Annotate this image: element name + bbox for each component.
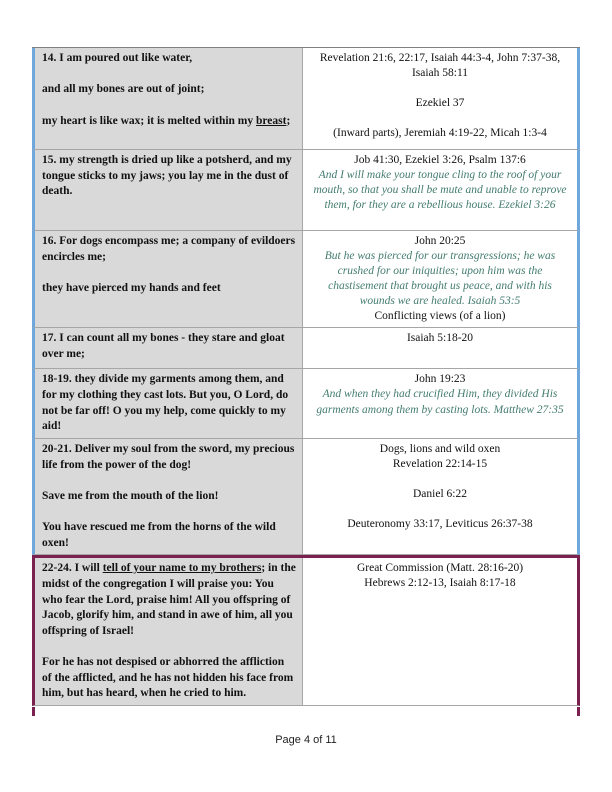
verse-paragraph (42, 473, 296, 489)
psalm-verse-cell (35, 328, 303, 368)
verse-paragraph (42, 504, 296, 520)
references-cell (303, 328, 577, 368)
verse-paragraph (42, 51, 296, 67)
verse-text: they have pierced my hands and feet (42, 281, 221, 294)
reference-line: (Inward parts), Jeremiah 4:19-22, Micah 1:3-4 (333, 127, 547, 140)
verse-text: 16. For dogs encompass me; a company of evildoers encircles me; (42, 235, 296, 263)
underlined-phrase: breast (256, 114, 287, 127)
table-rows (32, 48, 580, 706)
references-cell (303, 48, 577, 149)
reference-line: John 20:25 (414, 235, 466, 247)
verse-text: 15. my strength is dried up like a potsherd, and my tongue sticks to my jaws; you lay me in the dust of death. (42, 154, 292, 198)
highlight-border-continuation-left (32, 707, 35, 716)
verse-paragraph (42, 82, 296, 98)
table-row (32, 328, 580, 369)
verse-paragraph (42, 265, 296, 281)
reference-line: John 19:23 (414, 373, 466, 386)
reference-line: Dogs, lions and wild oxen (379, 442, 501, 455)
verse-text: You have rescued me from the horns of the wild oxen! (42, 521, 276, 549)
psalm-verse-cell (35, 48, 303, 149)
psalm-verse-cell (35, 439, 303, 554)
table-row (32, 439, 580, 555)
reference-line: Isaiah 5:18-20 (406, 332, 474, 345)
reference-line: Revelation 22:14-15 (392, 457, 488, 470)
verse-text: For he has not despised or abhorred the affliction of the afflicted, and he has not hidden his face from him, but has heard, when he cried to him. (42, 656, 294, 700)
underlined-phrase: tell of your name to my brothers (102, 562, 262, 575)
verse-paragraph (42, 655, 296, 702)
verse-paragraph (42, 153, 296, 200)
reference-line: Ezekiel 37 (415, 97, 465, 110)
verse-text: and all my bones are out of joint; (42, 83, 205, 96)
verse-text: 18-19. they divide my garments among them, and for my clothing they cast lots. But you, O Lord, do not be far off! O you my help, come quickly to my aid! (42, 373, 289, 433)
reference-line: Daniel 6:22 (413, 488, 467, 501)
table-row (32, 48, 580, 150)
psalm-verse-cell (35, 150, 303, 230)
table-row (32, 369, 580, 439)
highlight-border-continuation-right (577, 707, 580, 716)
references-cell (303, 231, 577, 327)
table-row (32, 150, 580, 231)
reference-line (311, 502, 569, 517)
verse-paragraph (42, 67, 296, 83)
reference-line (311, 472, 569, 487)
reference-line: Hebrews 2:12-13, Isaiah 8:17-18 (364, 577, 516, 590)
reference-line (311, 81, 569, 96)
psalm-verse-cell (35, 231, 303, 327)
psalm-verse-cell (35, 369, 303, 438)
verse-text: 14. I am poured out like water, (42, 52, 193, 64)
verse-text: 22-24. I will (42, 562, 103, 575)
psalm22-comparison-table (32, 47, 580, 706)
verse-paragraph (42, 489, 296, 505)
references-cell (303, 558, 577, 705)
scripture-quote: And when they had crucified Him, they divided His garments among them by casting lots. Matthew 27:35 (316, 388, 564, 416)
verse-text: Save me from the mouth of the lion! (42, 489, 219, 502)
reference-line: Great Commission (Matt. 28:16-20) (356, 562, 524, 575)
verse-paragraph (42, 520, 296, 551)
verse-paragraph (42, 114, 296, 130)
verse-paragraph (42, 234, 296, 265)
reference-line: Job 41:30, Ezekiel 3:26, Psalm 137:6 (354, 154, 526, 166)
verse-paragraph (42, 561, 296, 639)
verse-text: 17. I can count all my bones - they stare and gloat over me; (42, 332, 285, 360)
scripture-quote: And I will make your tongue cling to the roof of your mouth, so that you shall be mute and unable to reprove them, for they are a rebellious house. Ezekiel 3:26 (313, 169, 567, 212)
reference-line: Deuteronomy 33:17, Leviticus 26:37-38 (347, 518, 533, 531)
page-number-label: Page 4 of 11 (275, 734, 337, 746)
verse-paragraph (42, 331, 296, 362)
scripture-quote: But he was pierced for our transgressions; he was crushed for our iniquities; upon him was the chastisement that brought us peace, and with his wounds we are healed. Isaiah 53:5 (324, 250, 556, 308)
verse-text: ; in the midst of the congregation I will praise you: You who fear the Lord, praise him! All you offspring of Jacob, glorify him, and stand in awe of him, all you offspring of Israel! (42, 562, 296, 637)
reference-line: Conflicting views (of a lion) (374, 310, 506, 323)
verse-paragraph (42, 281, 296, 297)
psalm-verse-cell (35, 558, 303, 705)
verse-text: my heart is like wax; it is melted within my (42, 114, 257, 127)
verse-paragraph (42, 372, 296, 435)
table-row (32, 555, 580, 706)
table-row (32, 231, 580, 328)
references-cell (303, 439, 577, 554)
references-cell (303, 150, 577, 230)
verse-paragraph (42, 639, 296, 655)
verse-text: 20-21. Deliver my soul from the sword, my precious life from the power of the dog! (42, 442, 295, 471)
reference-line: Revelation 21:6, 22:17, Isaiah 44:3-4, John 7:37-38, Isaiah 58:11 (319, 52, 561, 80)
verse-text: ; (286, 114, 291, 127)
verse-paragraph (42, 442, 296, 473)
verse-paragraph (42, 98, 296, 114)
reference-line (311, 111, 569, 126)
references-cell (303, 369, 577, 438)
